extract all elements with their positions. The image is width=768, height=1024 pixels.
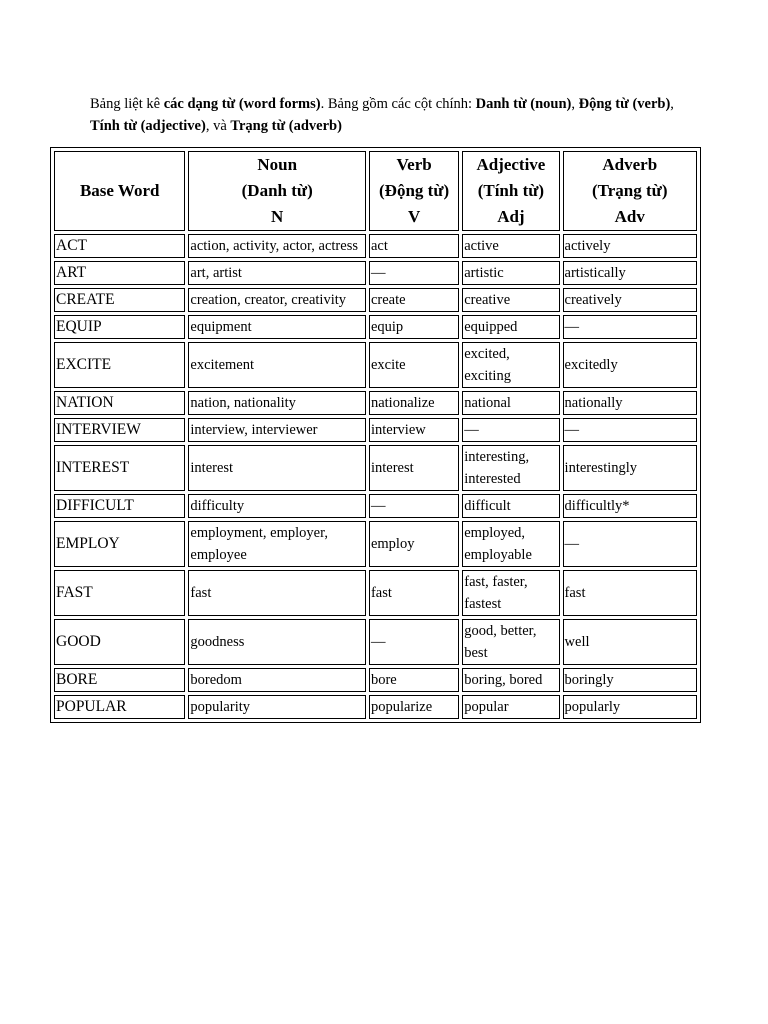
table-row bbox=[54, 695, 697, 719]
cell-adverb: — bbox=[563, 521, 697, 567]
cell-base-word: GOOD bbox=[54, 619, 185, 665]
cell-noun: action, activity, actor, actress bbox=[188, 234, 366, 258]
intro-text-3: , bbox=[571, 96, 579, 112]
cell-base-word: NATION bbox=[54, 391, 185, 415]
cell-base-word: BORE bbox=[54, 668, 185, 692]
header-line: Adjective bbox=[476, 155, 546, 174]
cell-verb: popularize bbox=[369, 695, 459, 719]
cell-adjective: national bbox=[462, 391, 559, 415]
word-forms-table bbox=[50, 147, 701, 723]
cell-noun: popularity bbox=[188, 695, 366, 719]
cell-adjective: creative bbox=[462, 288, 559, 312]
intro-bold-verb: Động từ (verb) bbox=[578, 96, 671, 112]
intro-bold-adjective: Tính từ (adjective) bbox=[90, 118, 206, 134]
header-line: Adj bbox=[497, 207, 525, 226]
header-line: V bbox=[407, 207, 421, 226]
cell-adjective: equipped bbox=[462, 315, 559, 339]
cell-base-word: FAST bbox=[54, 570, 185, 616]
cell-verb: interview bbox=[369, 418, 459, 442]
cell-adjective: excited, exciting bbox=[462, 342, 559, 388]
cell-noun: interview, interviewer bbox=[188, 418, 366, 442]
header-adverb bbox=[563, 151, 697, 231]
cell-adjective: difficult bbox=[462, 494, 559, 518]
cell-noun: nation, nationality bbox=[188, 391, 366, 415]
intro-text-2: . Bảng gồm các cột chính: bbox=[320, 96, 476, 112]
cell-noun: interest bbox=[188, 445, 366, 491]
cell-adjective: good, better, best bbox=[462, 619, 559, 665]
cell-verb: interest bbox=[369, 445, 459, 491]
cell-adverb: fast bbox=[563, 570, 697, 616]
table-row bbox=[54, 619, 697, 665]
cell-verb: bore bbox=[369, 668, 459, 692]
cell-adjective: boring, bored bbox=[462, 668, 559, 692]
cell-noun: fast bbox=[188, 570, 366, 616]
header-line: Adverb bbox=[602, 155, 658, 174]
table-body bbox=[54, 234, 697, 719]
header-noun bbox=[188, 151, 366, 231]
header-line: Adv bbox=[614, 207, 645, 226]
header-base-word bbox=[54, 151, 185, 231]
cell-verb: create bbox=[369, 288, 459, 312]
cell-adjective: artistic bbox=[462, 261, 559, 285]
table-row bbox=[54, 288, 697, 312]
header-line: Base Word bbox=[79, 181, 160, 200]
cell-verb: equip bbox=[369, 315, 459, 339]
cell-noun: goodness bbox=[188, 619, 366, 665]
table-row bbox=[54, 391, 697, 415]
cell-adverb: popularly bbox=[563, 695, 697, 719]
cell-verb: employ bbox=[369, 521, 459, 567]
cell-noun: equipment bbox=[188, 315, 366, 339]
intro-paragraph bbox=[90, 93, 690, 137]
cell-verb: excite bbox=[369, 342, 459, 388]
cell-base-word: CREATE bbox=[54, 288, 185, 312]
cell-base-word: EQUIP bbox=[54, 315, 185, 339]
cell-base-word: DIFFICULT bbox=[54, 494, 185, 518]
cell-base-word: EMPLOY bbox=[54, 521, 185, 567]
cell-noun: creation, creator, creativity bbox=[188, 288, 366, 312]
cell-adverb: artistically bbox=[563, 261, 697, 285]
cell-adverb: excitedly bbox=[563, 342, 697, 388]
cell-noun: difficulty bbox=[188, 494, 366, 518]
cell-verb: — bbox=[369, 494, 459, 518]
cell-adverb: well bbox=[563, 619, 697, 665]
cell-verb: nationalize bbox=[369, 391, 459, 415]
header-verb bbox=[369, 151, 459, 231]
cell-adverb: actively bbox=[563, 234, 697, 258]
table-row bbox=[54, 445, 697, 491]
cell-base-word: EXCITE bbox=[54, 342, 185, 388]
cell-noun: art, artist bbox=[188, 261, 366, 285]
intro-text-1: Bảng liệt kê bbox=[90, 96, 164, 112]
header-line: (Danh từ) bbox=[241, 181, 313, 200]
cell-base-word: ART bbox=[54, 261, 185, 285]
table-row bbox=[54, 494, 697, 518]
header-line: (Động từ) bbox=[379, 181, 450, 200]
cell-adjective: — bbox=[462, 418, 559, 442]
cell-adjective: employed, employable bbox=[462, 521, 559, 567]
table-row bbox=[54, 668, 697, 692]
cell-base-word: INTERVIEW bbox=[54, 418, 185, 442]
cell-adverb: interestingly bbox=[563, 445, 697, 491]
cell-adjective: popular bbox=[462, 695, 559, 719]
intro-bold-word-forms: các dạng từ (word forms) bbox=[163, 96, 321, 112]
cell-verb: — bbox=[369, 261, 459, 285]
cell-verb: act bbox=[369, 234, 459, 258]
header-line: Noun bbox=[257, 155, 298, 174]
table-header-row bbox=[54, 151, 697, 231]
cell-base-word: INTEREST bbox=[54, 445, 185, 491]
cell-adverb: difficultly* bbox=[563, 494, 697, 518]
table-row bbox=[54, 315, 697, 339]
header-line: Verb bbox=[396, 155, 432, 174]
cell-verb: — bbox=[369, 619, 459, 665]
intro-bold-adverb: Trạng từ (adverb) bbox=[230, 118, 342, 134]
intro-text-4: , bbox=[670, 96, 674, 112]
intro-text-5: , và bbox=[205, 118, 231, 134]
table-row bbox=[54, 261, 697, 285]
cell-adverb: creatively bbox=[563, 288, 697, 312]
header-line: N bbox=[271, 207, 284, 226]
cell-adverb: nationally bbox=[563, 391, 697, 415]
cell-adjective: fast, faster, fastest bbox=[462, 570, 559, 616]
cell-adverb: — bbox=[563, 315, 697, 339]
table-row bbox=[54, 234, 697, 258]
table-row bbox=[54, 570, 697, 616]
cell-adverb: boringly bbox=[563, 668, 697, 692]
cell-base-word: ACT bbox=[54, 234, 185, 258]
cell-noun: excitement bbox=[188, 342, 366, 388]
cell-verb: fast bbox=[369, 570, 459, 616]
table-row bbox=[54, 521, 697, 567]
cell-adjective: active bbox=[462, 234, 559, 258]
cell-adverb: — bbox=[563, 418, 697, 442]
cell-noun: employment, employer, employee bbox=[188, 521, 366, 567]
header-adjective bbox=[462, 151, 559, 231]
word-forms-table-container bbox=[50, 147, 701, 723]
cell-noun: boredom bbox=[188, 668, 366, 692]
cell-adjective: interesting, interested bbox=[462, 445, 559, 491]
intro-bold-noun: Danh từ (noun) bbox=[475, 96, 572, 112]
table-row bbox=[54, 342, 697, 388]
header-line: (Trạng từ) bbox=[592, 181, 668, 200]
cell-base-word: POPULAR bbox=[54, 695, 185, 719]
table-row bbox=[54, 418, 697, 442]
header-line: (Tính từ) bbox=[477, 181, 545, 200]
